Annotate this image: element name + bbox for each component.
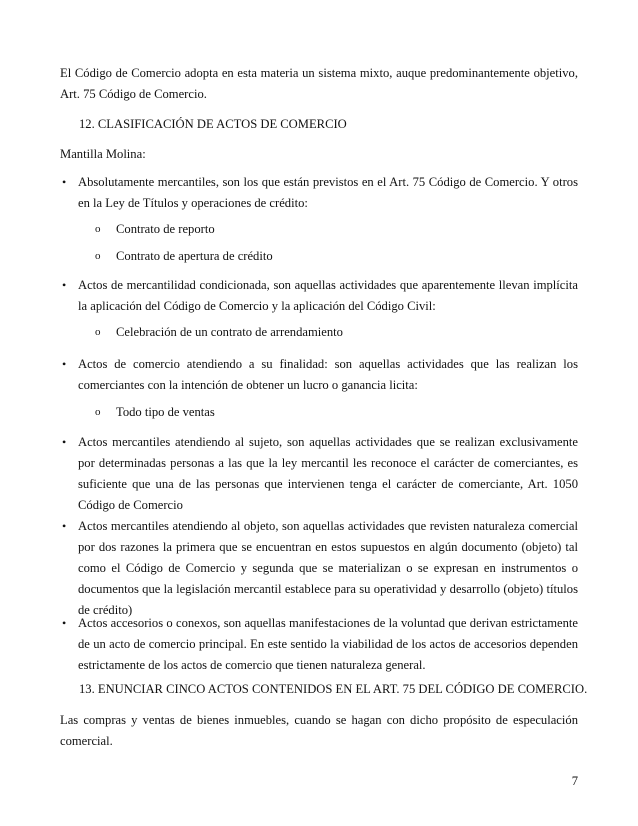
sub-list-item-text: Todo tipo de ventas	[116, 405, 215, 419]
circle-bullet-icon: o	[95, 406, 101, 418]
section-heading-13: 13. ENUNCIAR CINCO ACTOS CONTENIDOS EN EL ART. 75 DEL CÓDIGO DE COMERCIO.	[79, 682, 588, 696]
sub-list-item-text: Contrato de reporto	[116, 222, 215, 236]
author-label: Mantilla Molina:	[60, 147, 146, 161]
intro-paragraph: El Código de Comercio adopta en esta materia un sistema mixto, auque predominantemente objetivo, Art. 75 Código de Comercio.	[60, 66, 578, 101]
sub-list-item-text: Celebración de un contrato de arrendamiento	[116, 325, 343, 339]
list-item-text: Actos de comercio atendiendo a su finalidad: son aquellas actividades que las realizan los comerciantes con la intención de obtener un lucro o ganancia licita:	[78, 357, 578, 392]
bullet-icon: •	[62, 616, 67, 630]
bullet-icon: •	[62, 357, 67, 371]
bullet-icon: •	[62, 278, 67, 292]
list-item-text: Actos mercantiles atendiendo al sujeto, son aquellas actividades que se realizan exclusivamente por determinadas personas a las que la ley mercantil les reconoce el carácter de comerciantes, es suficiente que una de las personas que intervienen tenga el carácter de comerciante, Art. 1050 Código de Comercio	[78, 435, 578, 512]
bullet-icon: •	[62, 175, 67, 189]
list-item-text: Actos mercantiles atendiendo al objeto, son aquellas actividades que revisten naturaleza comercial por dos razones la primera que se encuentran en estos supuestos en algún documento (objeto) tal como el Código de Comercio y segunda que se materializan o se expresan en instrumentos o documentos que la legislación mercantil establece para su operatividad y desarrollo (objeto) títulos de crédito)	[78, 519, 578, 617]
closing-paragraph: Las compras y ventas de bienes inmuebles, cuando se hagan con dicho propósito de especulación comercial.	[60, 713, 578, 748]
circle-bullet-icon: o	[95, 250, 101, 262]
bullet-icon: •	[62, 519, 67, 533]
list-item-text: Actos accesorios o conexos, son aquellas manifestaciones de la voluntad que derivan estrictamente de un acto de comercio principal. En este sentido la viabilidad de los actos de accesorios dependen estrictamente de los actos de comercio que tienen naturaleza general.	[78, 616, 578, 672]
sub-list-item-text: Contrato de apertura de crédito	[116, 249, 273, 263]
page-number: 7	[571, 774, 578, 788]
section-heading-12: 12. CLASIFICACIÓN DE ACTOS DE COMERCIO	[79, 117, 347, 131]
circle-bullet-icon: o	[95, 223, 101, 235]
circle-bullet-icon: o	[95, 326, 101, 338]
list-item-text: Actos de mercantilidad condicionada, son aquellas actividades que aparentemente llevan implícita la aplicación del Código de Comercio y la aplicación del Código Civil:	[78, 278, 578, 313]
list-item-text: Absolutamente mercantiles, son los que están previstos en el Art. 75 Código de Comercio. Y otros en la Ley de Títulos y operaciones de crédito:	[78, 175, 578, 210]
bullet-icon: •	[62, 435, 67, 449]
